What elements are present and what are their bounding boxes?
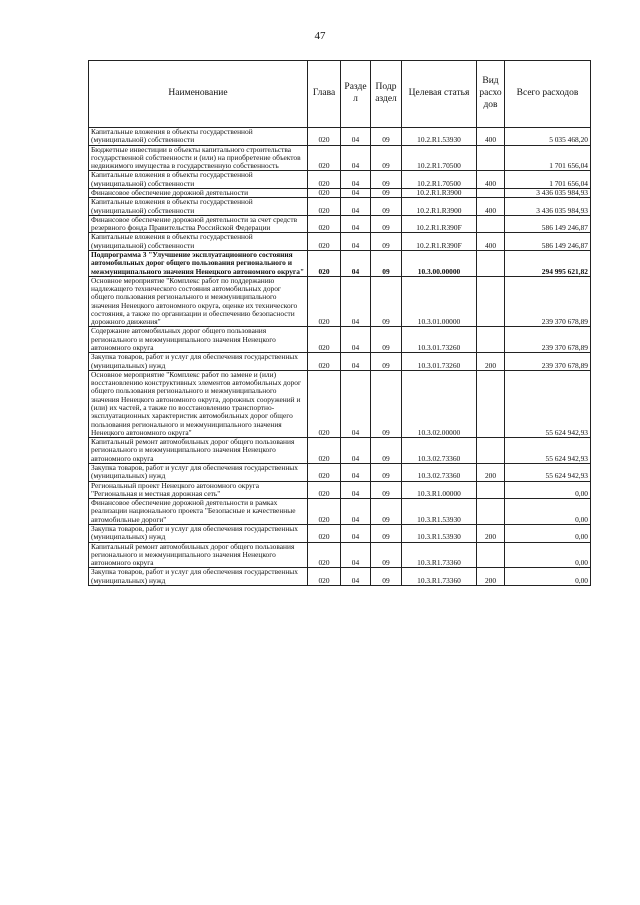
cell-subsection: 09 [371, 481, 402, 499]
cell-section: 04 [341, 327, 371, 353]
page-number: 47 [314, 30, 326, 42]
cell-target: 10.3.01.00000 [402, 276, 477, 327]
table-row [89, 353, 591, 371]
cell-subsection: 09 [371, 188, 402, 197]
cell-name: Закупка товаров, работ и услуг для обеспечения государственных (муниципальных) нужд [89, 524, 308, 542]
table-header-row [89, 61, 591, 128]
cell-target: 10.3.00.00000 [402, 250, 477, 276]
cell-expense-type [477, 370, 505, 437]
table-row [89, 128, 591, 146]
cell-expense-type: 200 [477, 463, 505, 481]
cell-target: 10.3.R1.53930 [402, 499, 477, 525]
cell-name: Закупка товаров, работ и услуг для обеспечения государственных (муниципальных) нужд [89, 463, 308, 481]
cell-total: 5 035 468,20 [505, 128, 591, 146]
cell-section: 04 [341, 198, 371, 216]
cell-chapter: 020 [308, 353, 341, 371]
cell-subsection: 09 [371, 568, 402, 586]
cell-chapter: 020 [308, 188, 341, 197]
table-row [89, 233, 591, 251]
cell-section: 04 [341, 353, 371, 371]
table-body [89, 128, 591, 586]
table-row [89, 438, 591, 464]
cell-target: 10.2.R1.R3900 [402, 188, 477, 197]
cell-chapter: 020 [308, 481, 341, 499]
cell-expense-type [477, 499, 505, 525]
cell-section: 04 [341, 215, 371, 233]
table-row [89, 276, 591, 327]
header-subsection: Подр аздел [371, 61, 402, 128]
cell-total: 0,00 [505, 568, 591, 586]
table-row [89, 481, 591, 499]
cell-total: 586 149 246,87 [505, 215, 591, 233]
cell-expense-type [477, 481, 505, 499]
cell-total: 3 436 035 984,93 [505, 198, 591, 216]
cell-subsection: 09 [371, 233, 402, 251]
cell-subsection: 09 [371, 276, 402, 327]
cell-name: Финансовое обеспечение дорожной деятельности [89, 188, 308, 197]
cell-total: 586 149 246,87 [505, 233, 591, 251]
cell-name: Региональный проект Ненецкого автономного округа "Региональная и местная дорожная сеть" [89, 481, 308, 499]
cell-total: 0,00 [505, 499, 591, 525]
cell-target: 10.3.02.73360 [402, 463, 477, 481]
cell-chapter: 020 [308, 250, 341, 276]
table-row [89, 171, 591, 189]
cell-section: 04 [341, 481, 371, 499]
cell-name: Капитальные вложения в объекты государственной (муниципальной) собственности [89, 171, 308, 189]
cell-expense-type [477, 542, 505, 568]
cell-expense-type: 200 [477, 524, 505, 542]
cell-name: Капитальные вложения в объекты государственной (муниципальной) собственности [89, 128, 308, 146]
cell-expense-type: 200 [477, 568, 505, 586]
cell-subsection: 09 [371, 499, 402, 525]
cell-subsection: 09 [371, 215, 402, 233]
cell-chapter: 020 [308, 327, 341, 353]
header-name: Наименование [89, 61, 308, 128]
table-row [89, 188, 591, 197]
cell-name: Закупка товаров, работ и услуг для обеспечения государственных (муниципальных) нужд [89, 353, 308, 371]
header-expense-type: Вид расхо дов [477, 61, 505, 128]
cell-chapter: 020 [308, 215, 341, 233]
cell-chapter: 020 [308, 145, 341, 171]
cell-section: 04 [341, 524, 371, 542]
cell-subsection: 09 [371, 353, 402, 371]
table-row [89, 568, 591, 586]
cell-target: 10.2.R1.R390F [402, 215, 477, 233]
cell-section: 04 [341, 499, 371, 525]
cell-expense-type: 400 [477, 128, 505, 146]
cell-name: Капитальный ремонт автомобильных дорог общего пользования регионального и межмуниципального значения Ненецкого автономного округа [89, 542, 308, 568]
cell-total: 55 624 942,93 [505, 370, 591, 437]
cell-name: Закупка товаров, работ и услуг для обеспечения государственных (муниципальных) нужд [89, 568, 308, 586]
cell-name: Основное мероприятие "Комплекс работ по поддержанию надлежащего технического состояния автомобильных дорог общего пользования регионального и межмуниципального значения Ненецкого автономного округа, оценке их технического состояния, а также по организации и обеспечению безопасности дорожного движения" [89, 276, 308, 327]
cell-target: 10.3.01.73260 [402, 327, 477, 353]
budget-table [88, 60, 591, 586]
cell-subsection: 09 [371, 438, 402, 464]
table-row [89, 327, 591, 353]
cell-name: Капитальные вложения в объекты государственной (муниципальной) собственности [89, 233, 308, 251]
header-chapter: Глава [308, 61, 341, 128]
cell-total: 239 370 678,89 [505, 353, 591, 371]
cell-chapter: 020 [308, 524, 341, 542]
cell-section: 04 [341, 145, 371, 171]
table-row [89, 499, 591, 525]
cell-name: Основное мероприятие "Комплекс работ по замене и (или) восстановлению конструктивных элементов автомобильных дорог общего пользования регионального и межмуниципального значения Ненецкого автономного округа, дорожных сооружений и (или) их частей, а также по восстановлению транспортно-эксплуатационных характеристик автомобильных дорог общего пользования регионального и межмуниципального значения Ненецкого автономного округа" [89, 370, 308, 437]
table-row [89, 370, 591, 437]
cell-expense-type [477, 215, 505, 233]
cell-section: 04 [341, 250, 371, 276]
cell-name: Капитальные вложения в объекты государственной (муниципальной) собственности [89, 198, 308, 216]
table-row [89, 145, 591, 171]
cell-expense-type: 400 [477, 198, 505, 216]
cell-total: 3 436 035 984,93 [505, 188, 591, 197]
cell-section: 04 [341, 171, 371, 189]
cell-chapter: 020 [308, 542, 341, 568]
cell-section: 04 [341, 188, 371, 197]
cell-chapter: 020 [308, 233, 341, 251]
table-row [89, 463, 591, 481]
cell-target: 10.2.R1.R390F [402, 233, 477, 251]
cell-total: 239 370 678,89 [505, 276, 591, 327]
cell-total: 0,00 [505, 542, 591, 568]
cell-chapter: 020 [308, 568, 341, 586]
cell-name: Бюджетные инвестиции в объекты капитального строительства государственной собственности и (или) на приобретение объектов недвижимого имущества в государственную собственность [89, 145, 308, 171]
cell-section: 04 [341, 463, 371, 481]
cell-target: 10.3.02.00000 [402, 370, 477, 437]
cell-total: 55 624 942,93 [505, 463, 591, 481]
cell-name: Капитальный ремонт автомобильных дорог общего пользования регионального и межмуниципального значения Ненецкого автономного округа [89, 438, 308, 464]
cell-total: 0,00 [505, 481, 591, 499]
table-row [89, 250, 591, 276]
cell-section: 04 [341, 128, 371, 146]
cell-expense-type: 400 [477, 233, 505, 251]
cell-expense-type [477, 250, 505, 276]
cell-target: 10.3.R1.73360 [402, 568, 477, 586]
cell-chapter: 020 [308, 370, 341, 437]
cell-target: 10.3.R1.00000 [402, 481, 477, 499]
cell-subsection: 09 [371, 542, 402, 568]
cell-section: 04 [341, 542, 371, 568]
cell-section: 04 [341, 438, 371, 464]
cell-subsection: 09 [371, 145, 402, 171]
cell-expense-type [477, 145, 505, 171]
table-row [89, 524, 591, 542]
cell-total: 1 701 656,04 [505, 171, 591, 189]
cell-section: 04 [341, 233, 371, 251]
cell-name: Финансовое обеспечение дорожной деятельности в рамках реализации национального проекта "Безопасные и качественные автомобильные дороги" [89, 499, 308, 525]
cell-expense-type [477, 438, 505, 464]
table-row [89, 198, 591, 216]
table-row [89, 542, 591, 568]
cell-target: 10.2.R1.R3900 [402, 198, 477, 216]
cell-subsection: 09 [371, 524, 402, 542]
cell-section: 04 [341, 568, 371, 586]
cell-expense-type [477, 276, 505, 327]
cell-target: 10.2.R1.70500 [402, 171, 477, 189]
cell-name: Финансовое обеспечение дорожной деятельности за счет средств резервного фонда Правительства Российской Федерации [89, 215, 308, 233]
cell-total: 294 995 621,82 [505, 250, 591, 276]
cell-target: 10.2.R1.70500 [402, 145, 477, 171]
header-total: Всего расходов [505, 61, 591, 128]
cell-target: 10.3.R1.53930 [402, 524, 477, 542]
cell-name: Подпрограмма 3 "Улучшение эксплуатационного состояния автомобильных дорог общего пользования регионального и межмуниципального значения Ненецкого автономного округа" [89, 250, 308, 276]
cell-subsection: 09 [371, 327, 402, 353]
cell-expense-type [477, 327, 505, 353]
cell-target: 10.2.R1.53930 [402, 128, 477, 146]
cell-target: 10.3.R1.73360 [402, 542, 477, 568]
cell-total: 55 624 942,93 [505, 438, 591, 464]
cell-chapter: 020 [308, 171, 341, 189]
cell-chapter: 020 [308, 438, 341, 464]
cell-total: 239 370 678,89 [505, 327, 591, 353]
cell-chapter: 020 [308, 463, 341, 481]
cell-subsection: 09 [371, 370, 402, 437]
cell-subsection: 09 [371, 250, 402, 276]
header-target: Целевая статья [402, 61, 477, 128]
cell-total: 0,00 [505, 524, 591, 542]
cell-section: 04 [341, 276, 371, 327]
header-section: Разде л [341, 61, 371, 128]
cell-total: 1 701 656,04 [505, 145, 591, 171]
cell-expense-type: 400 [477, 171, 505, 189]
cell-subsection: 09 [371, 198, 402, 216]
cell-expense-type [477, 188, 505, 197]
cell-name: Содержание автомобильных дорог общего пользования регионального и межмуниципального значения Ненецкого автономного округа [89, 327, 308, 353]
cell-chapter: 020 [308, 499, 341, 525]
cell-chapter: 020 [308, 276, 341, 327]
cell-chapter: 020 [308, 128, 341, 146]
cell-subsection: 09 [371, 171, 402, 189]
cell-subsection: 09 [371, 128, 402, 146]
cell-subsection: 09 [371, 463, 402, 481]
cell-chapter: 020 [308, 198, 341, 216]
cell-expense-type: 200 [477, 353, 505, 371]
cell-section: 04 [341, 370, 371, 437]
cell-target: 10.3.02.73360 [402, 438, 477, 464]
table-row [89, 215, 591, 233]
cell-target: 10.3.01.73260 [402, 353, 477, 371]
